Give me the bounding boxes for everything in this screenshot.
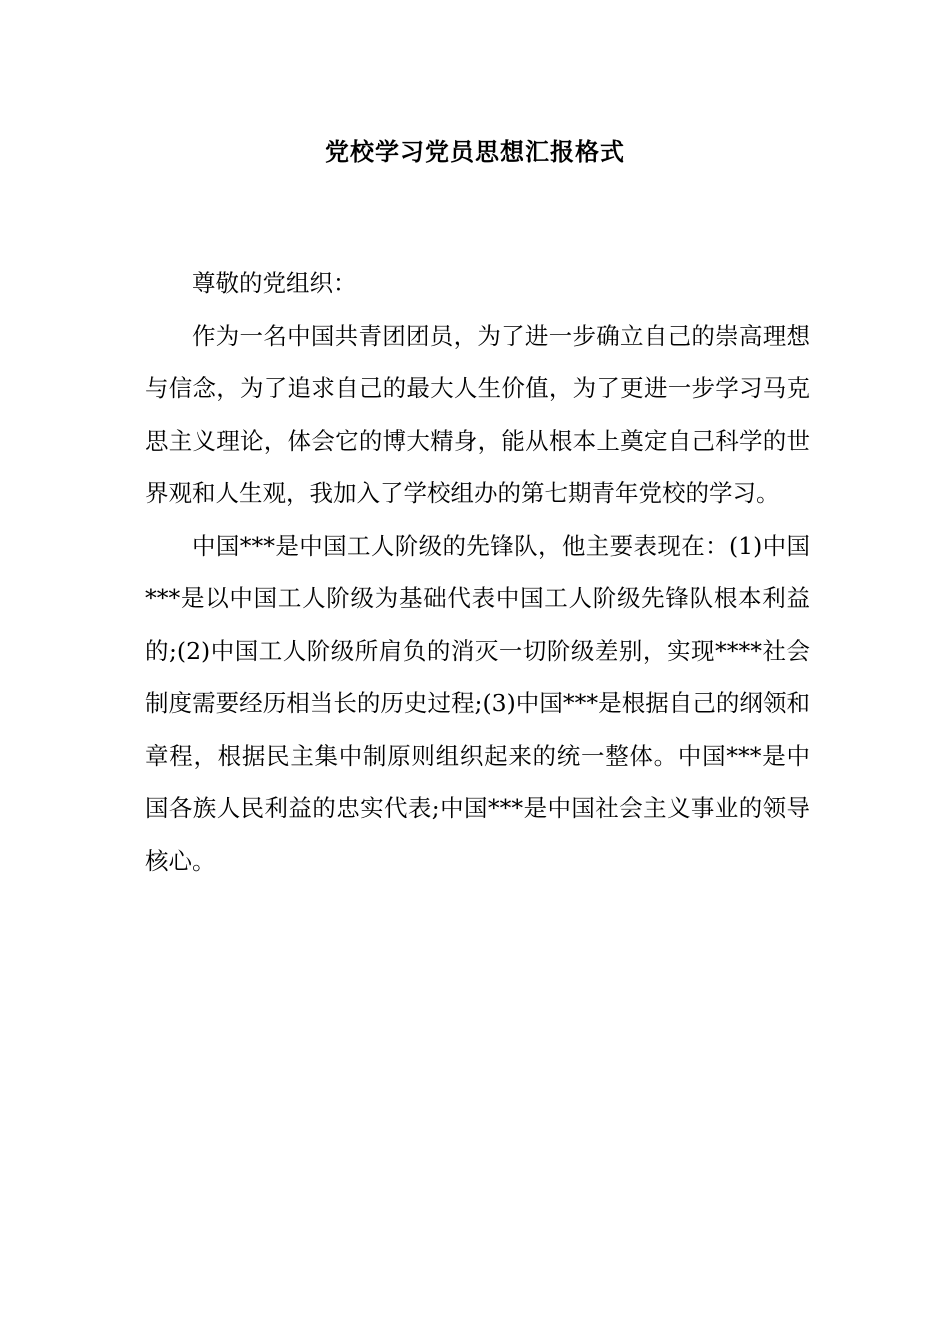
salutation-paragraph: 尊敬的党组织： bbox=[192, 269, 357, 297]
body-paragraph: 中国***是中国工人阶级的先锋队，他主要表现在：(1)中国***是以中国工人阶级为基础代表中国工人阶级先锋队根本利益的;(2)中国工人阶级所肩负的消灭一切阶级差别，实现****社会制度需要经历相当长的历史过程;(3)中国***是根据自己的纲领和章程，根据民主集中制原则组织起来的统一整体。中国***是中国各族人民利益的忠实代表;中国***是中国社会主义事业的领导核心。 bbox=[145, 531, 810, 875]
body-paragraph: 作为一名中国共青团团员，为了进一步确立自己的崇高理想与信念，为了追求自己的最大人生价值，为了更进一步学习马克思主义理论，体会它的博大精身，能从根本上奠定自己科学的世界观和人生观，我加入了学校组办的第七期青年党校的学习。 bbox=[145, 321, 810, 507]
document-body bbox=[145, 257, 810, 887]
document-title: 党校学习党员思想汇报格式 bbox=[325, 138, 625, 166]
